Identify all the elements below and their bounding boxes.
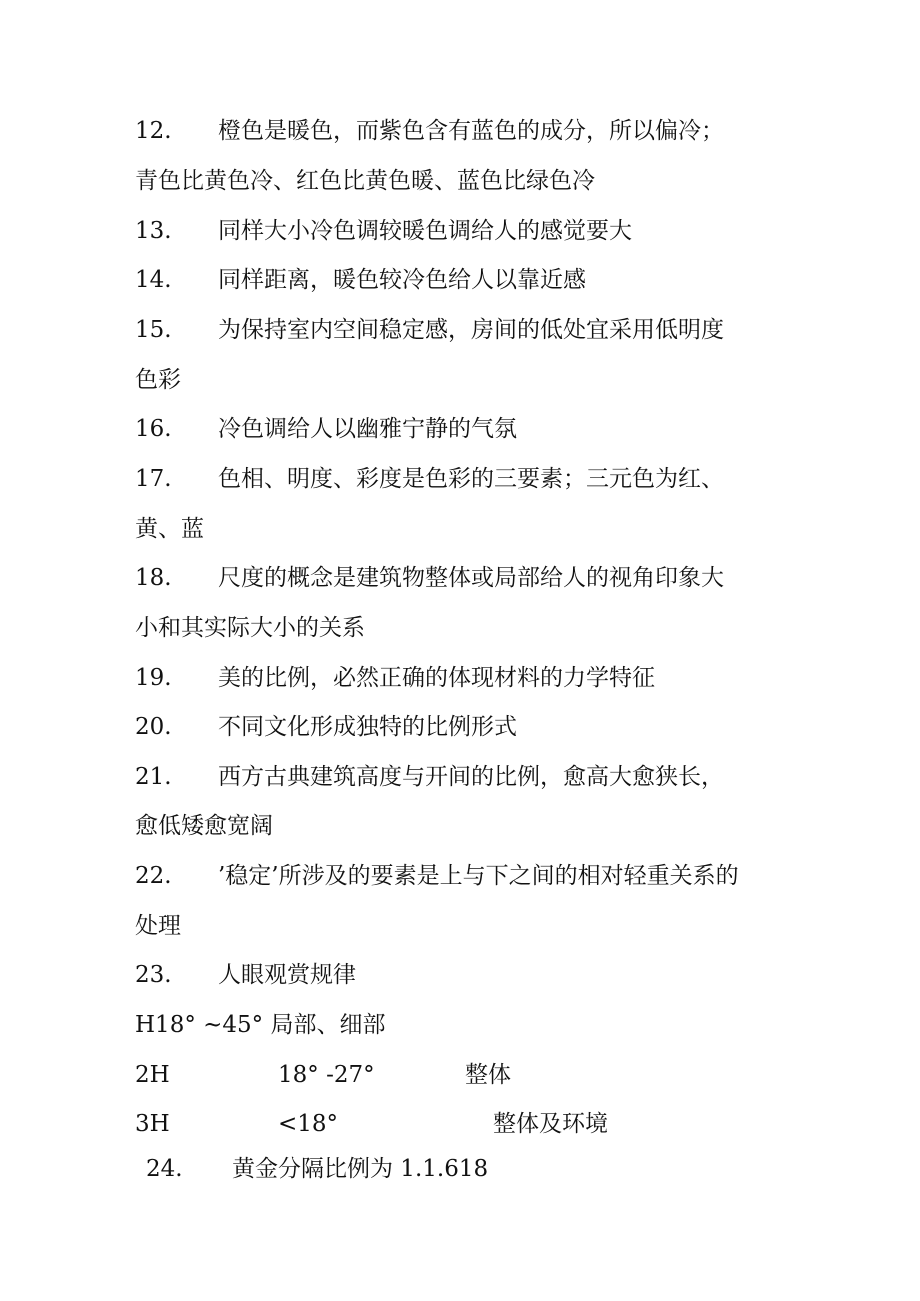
list-item-14	[135, 266, 586, 294]
item-text-continuation: 色彩	[135, 367, 181, 393]
list-item-12-continuation	[135, 167, 595, 195]
list-item-17-continuation	[135, 515, 204, 543]
item-text-continuation: 愈低矮愈宽阔	[135, 813, 273, 839]
list-item-16	[135, 415, 517, 443]
item-text-continuation: 黄、蓝	[135, 516, 204, 542]
list-item-22-continuation	[135, 912, 181, 940]
list-item-24-text: 黄金分隔比例为 1.1.618	[232, 1156, 489, 1182]
viewing-row-3h-view: 整体及环境	[493, 1111, 608, 1137]
viewing-row-2h-angle: 18° -27°	[278, 1062, 375, 1088]
list-item-13	[135, 217, 632, 245]
item-text-continuation: 处理	[135, 913, 181, 939]
list-item-19	[135, 664, 655, 692]
viewing-row-3h-angle: <18°	[278, 1111, 339, 1137]
list-item-22	[135, 862, 739, 890]
item-number: 20.	[135, 714, 172, 740]
item-text: 为保持室内空间稳定感，房间的低处宜采用低明度	[218, 317, 724, 343]
list-item-20	[135, 713, 517, 741]
item-text: 色相、明度、彩度是色彩的三要素；三元色为红、	[218, 466, 724, 492]
viewing-row-3h-distance: 3H	[135, 1111, 170, 1137]
item-text: 尺度的概念是建筑物整体或局部给人的视角印象大	[218, 565, 724, 591]
item-text-continuation: 青色比黄色冷、红色比黄色暖、蓝色比绿色冷	[135, 168, 595, 194]
list-item-15-continuation	[135, 366, 181, 394]
list-item-12	[135, 117, 724, 145]
item-text: 不同文化形成独特的比例形式	[218, 714, 517, 740]
viewing-row-2h-view: 整体	[465, 1062, 511, 1088]
list-item-18-continuation	[135, 614, 365, 642]
viewing-row-h	[135, 1011, 385, 1039]
list-item-24-number: 24.	[146, 1156, 183, 1182]
item-text: 美的比例，必然正确的体现材料的力学特征	[218, 665, 655, 691]
item-text: 同样大小冷色调较暖色调给人的感觉要大	[218, 218, 632, 244]
item-text: 同样距离，暖色较冷色给人以靠近感	[218, 267, 586, 293]
list-item-17	[135, 465, 724, 493]
list-item-21	[135, 763, 724, 791]
item-number: 12.	[135, 118, 172, 144]
item-number: 14.	[135, 267, 172, 293]
item-text: 橙色是暖色，而紫色含有蓝色的成分，所以偏冷；	[218, 118, 724, 144]
viewing-row-2h-distance: 2H	[135, 1062, 170, 1088]
item-number: 22.	[135, 863, 172, 889]
item-number: 17.	[135, 466, 172, 492]
list-item-18	[135, 564, 724, 592]
item-number: 21.	[135, 764, 172, 790]
item-text-continuation: 小和其实际大小的关系	[135, 615, 365, 641]
item-text: 人眼观赏规律	[218, 962, 356, 988]
item-number: 13.	[135, 218, 172, 244]
item-number: 19.	[135, 665, 172, 691]
item-number: 16.	[135, 416, 172, 442]
item-text: 冷色调给人以幽雅宁静的气氛	[218, 416, 517, 442]
item-number: 18.	[135, 565, 172, 591]
item-text: 西方古典建筑高度与开间的比例，愈高大愈狭长，	[218, 764, 724, 790]
item-text: ’稳定’所涉及的要素是上与下之间的相对轻重关系的	[218, 863, 739, 889]
list-item-15	[135, 316, 724, 344]
viewing-row-text: H18° ~45° 局部、细部	[135, 1012, 386, 1038]
item-number: 23.	[135, 962, 172, 988]
list-item-23	[135, 961, 356, 989]
item-number: 15.	[135, 317, 172, 343]
list-item-21-continuation	[135, 812, 273, 840]
